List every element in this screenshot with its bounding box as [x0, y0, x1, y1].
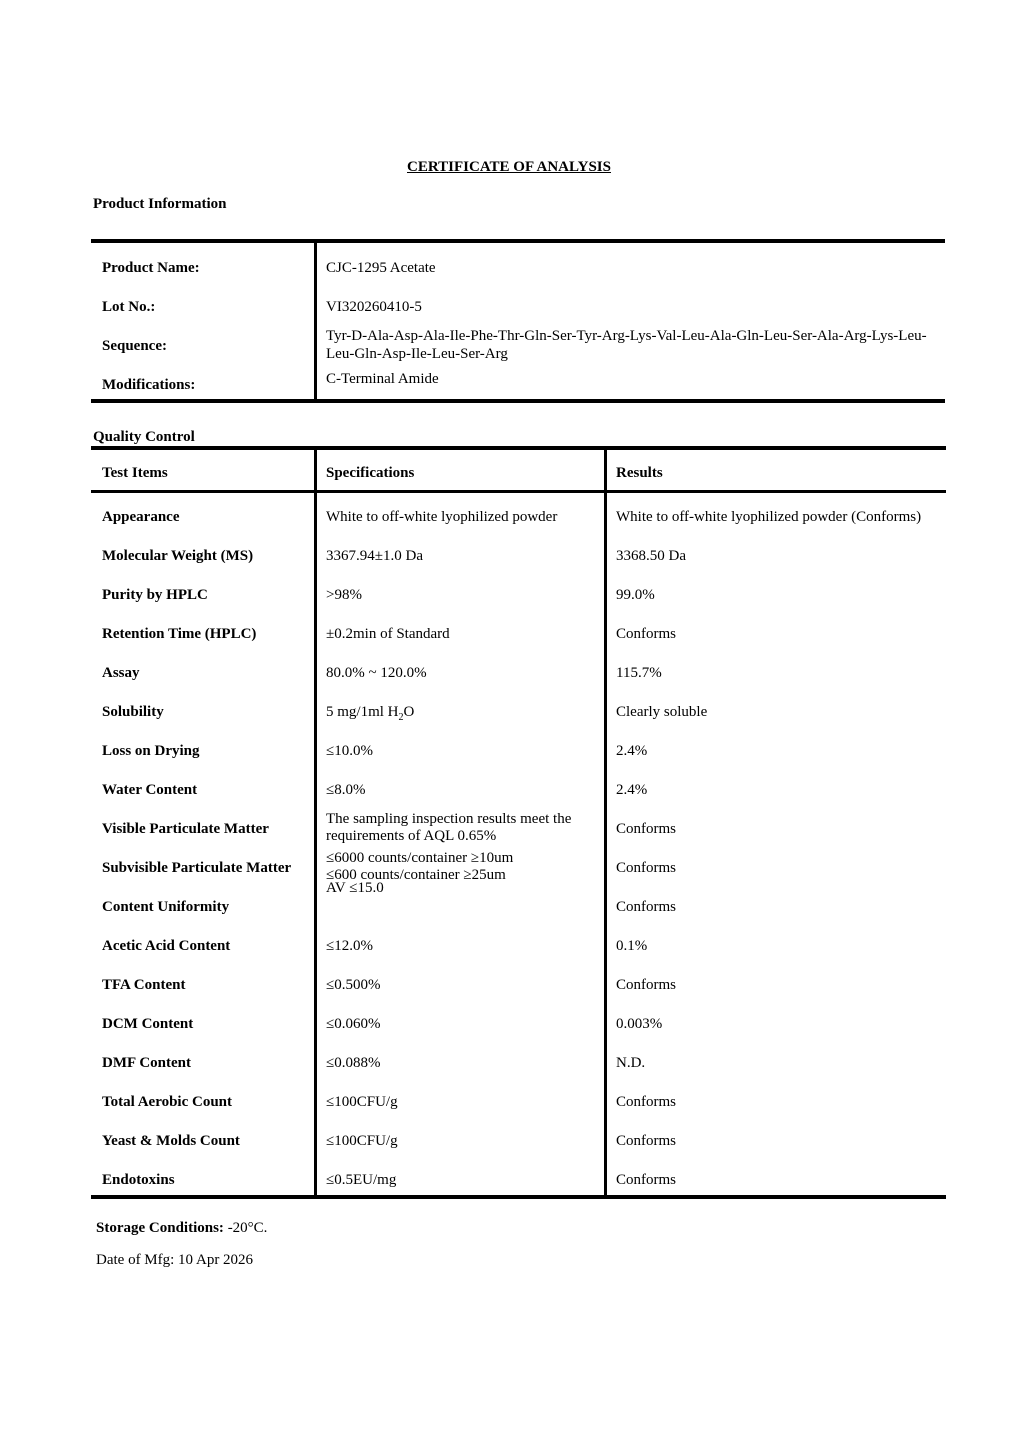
test-item: Purity by HPLC	[102, 587, 208, 603]
quality-control-heading: Quality Control	[93, 429, 195, 445]
specification: ±0.2min of Standard	[326, 626, 450, 642]
specification: ≤0.500%	[326, 977, 381, 993]
specification: 80.0% ~ 120.0%	[326, 665, 427, 681]
sequence-value: Tyr-D-Ala-Asp-Ala-Ile-Phe-Thr-Gln-Ser-Tyr-Arg-Lys-Val-Leu-Ala-Gln-Leu-Ser-Ala-Arg-Lys-Leu-Leu-Gln-Asp-Ile-Leu-Ser-Arg	[326, 328, 927, 362]
sequence-label: Sequence:	[102, 338, 167, 354]
result: N.D.	[616, 1055, 646, 1071]
product-name-value: CJC-1295 Acetate	[326, 260, 436, 276]
test-item: Water Content	[102, 782, 198, 798]
test-item: Solubility	[102, 704, 164, 720]
specification-tail: O	[403, 704, 415, 720]
specification: ≤0.088%	[326, 1055, 381, 1071]
specification: The sampling inspection results meet the requirements of AQL 0.65%	[326, 811, 572, 844]
column-header-results: Results	[616, 465, 663, 481]
modifications-label: Modifications:	[102, 377, 196, 393]
test-item: Yeast & Molds Count	[102, 1133, 240, 1149]
quality-control-table	[91, 446, 946, 1199]
table-row	[91, 927, 946, 966]
storage-conditions	[96, 1220, 267, 1237]
specification: ≤100CFU/g	[326, 1133, 398, 1149]
table-row	[91, 1122, 946, 1161]
test-item: Appearance	[102, 509, 180, 525]
result: 0.003%	[616, 1016, 663, 1032]
subscript: 2	[398, 712, 404, 723]
test-item: Loss on Drying	[102, 743, 200, 759]
table-row	[91, 693, 946, 732]
result: Conforms	[616, 821, 676, 837]
table-row	[91, 1083, 946, 1122]
specification: AV ≤15.0	[326, 880, 384, 896]
table-row	[91, 654, 946, 693]
result: 0.1%	[616, 938, 648, 954]
column-divider	[314, 243, 317, 399]
specification: ≤0.5EU/mg	[326, 1172, 397, 1188]
product-info-heading: Product Information	[93, 196, 227, 212]
result: 2.4%	[616, 743, 648, 759]
result: Clearly soluble	[616, 704, 708, 720]
test-item: Total Aerobic Count	[102, 1094, 233, 1110]
result: Conforms	[616, 977, 676, 993]
column-header-test-items: Test Items	[102, 465, 168, 481]
table-row	[91, 576, 946, 615]
specification: White to off-white lyophilized powder	[326, 509, 558, 525]
table-row	[91, 498, 946, 537]
result: 115.7%	[616, 665, 662, 681]
result: 2.4%	[616, 782, 648, 798]
table-row	[91, 732, 946, 771]
test-item: Acetic Acid Content	[102, 938, 231, 954]
table-row	[91, 966, 946, 1005]
result: Conforms	[616, 860, 676, 876]
result: 3368.50 Da	[616, 548, 686, 564]
table-row	[91, 810, 946, 849]
result: Conforms	[616, 1133, 676, 1149]
test-item: DMF Content	[102, 1055, 192, 1071]
test-item: TFA Content	[102, 977, 186, 993]
storage-value: -20°C.	[223, 1220, 268, 1236]
column-header-specifications: Specifications	[326, 465, 415, 481]
specification: 3367.94±1.0 Da	[326, 548, 423, 564]
specification: ≤10.0%	[326, 743, 373, 759]
specification: ≤100CFU/g	[326, 1094, 398, 1110]
test-item: Assay	[102, 665, 140, 681]
test-item: Content Uniformity	[102, 899, 230, 915]
lot-no-value: VI320260410-5	[326, 299, 422, 315]
table-row	[91, 537, 946, 576]
lot-no-label: Lot No.:	[102, 299, 156, 315]
specification-text: 5 mg/1ml H	[326, 704, 399, 720]
result: Conforms	[616, 1172, 676, 1188]
test-item: Visible Particulate Matter	[102, 821, 269, 837]
test-item: Molecular Weight (MS)	[102, 548, 254, 564]
specification: >98%	[326, 587, 362, 603]
table-row	[91, 615, 946, 654]
storage-label: Storage Conditions:	[96, 1220, 224, 1236]
modifications-value: C-Terminal Amide	[326, 371, 439, 387]
specification: ≤0.060%	[326, 1016, 381, 1032]
specification	[326, 850, 596, 884]
date-of-mfg: Date of Mfg: 10 Apr 2026	[96, 1252, 254, 1268]
test-item: Retention Time (HPLC)	[102, 626, 257, 642]
product-info-table	[91, 239, 945, 403]
result: Conforms	[616, 1094, 676, 1110]
document-title: CERTIFICATE OF ANALYSIS	[407, 159, 611, 175]
specification-line: ≤600 counts/container ≥25um	[326, 867, 506, 883]
table-row	[91, 880, 946, 927]
table-row	[91, 1161, 946, 1200]
table-row	[91, 771, 946, 810]
result: White to off-white lyophilized powder (Conforms)	[616, 509, 922, 525]
result: Conforms	[616, 899, 676, 915]
specification	[326, 704, 596, 726]
table-row	[91, 1044, 946, 1083]
test-item: Endotoxins	[102, 1172, 175, 1188]
specification-line: ≤6000 counts/container ≥10um	[326, 850, 514, 866]
table-row	[91, 1005, 946, 1044]
result: Conforms	[616, 626, 676, 642]
specification: ≤12.0%	[326, 938, 373, 954]
header-divider	[91, 490, 946, 493]
test-item: Subvisible Particulate Matter	[102, 860, 292, 876]
product-name-label: Product Name:	[102, 260, 200, 276]
test-item: DCM Content	[102, 1016, 194, 1032]
result: 99.0%	[616, 587, 655, 603]
specification: ≤8.0%	[326, 782, 366, 798]
